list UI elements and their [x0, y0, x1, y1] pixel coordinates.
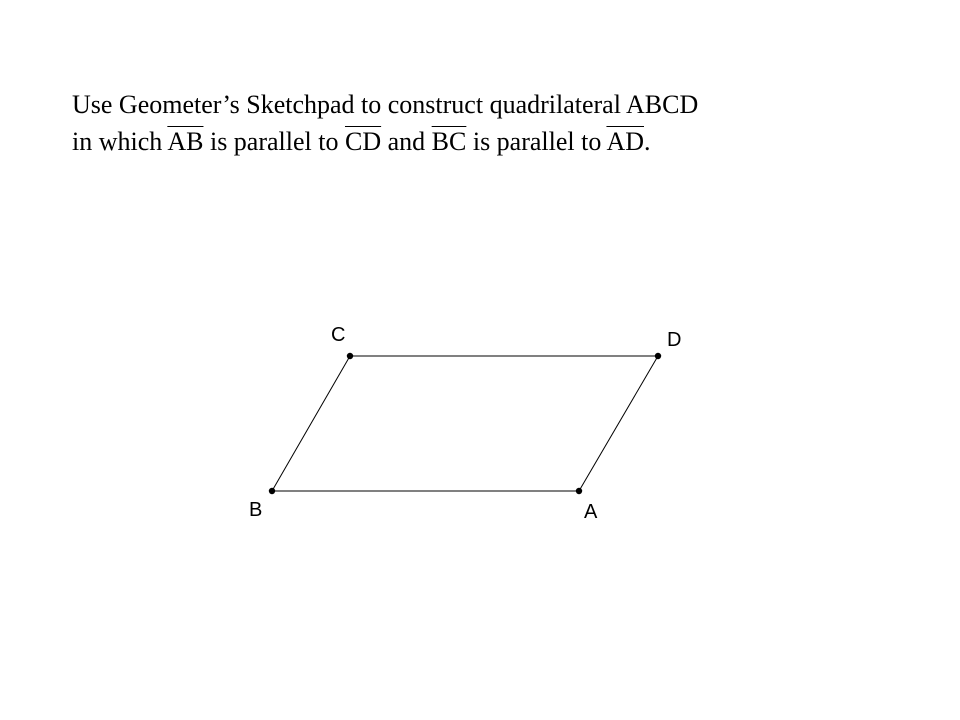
- point-b[interactable]: [269, 488, 275, 494]
- segment-bc[interactable]: [272, 356, 350, 491]
- instruction-text-part: is parallel to: [466, 127, 607, 156]
- instruction-text-part: and: [381, 127, 432, 156]
- point-label-a: A: [584, 501, 598, 523]
- point-d[interactable]: [655, 353, 661, 359]
- segment-ad-notation: $\overline{AD}$: [606, 127, 644, 156]
- segment-ab-notation: $\overline{AB}$: [167, 127, 204, 156]
- point-a[interactable]: [576, 488, 582, 494]
- segment-bc-notation: $\overline{BC}$: [431, 127, 467, 156]
- segment-da[interactable]: [579, 356, 658, 491]
- point-label-b: B: [249, 499, 263, 521]
- point-label-d: D: [667, 329, 682, 351]
- segment-cd-notation: $\overline{CD}$: [344, 127, 382, 156]
- instruction-text-part: is parallel to: [203, 127, 345, 156]
- instruction-line-1: Use Geometer’s Sketchpad to construct quadrilateral ABCD: [72, 90, 699, 119]
- point-c[interactable]: [347, 353, 353, 359]
- instruction-text-part: .: [644, 127, 651, 156]
- instruction-text-part: in which: [72, 127, 168, 156]
- point-label-c: C: [331, 324, 346, 346]
